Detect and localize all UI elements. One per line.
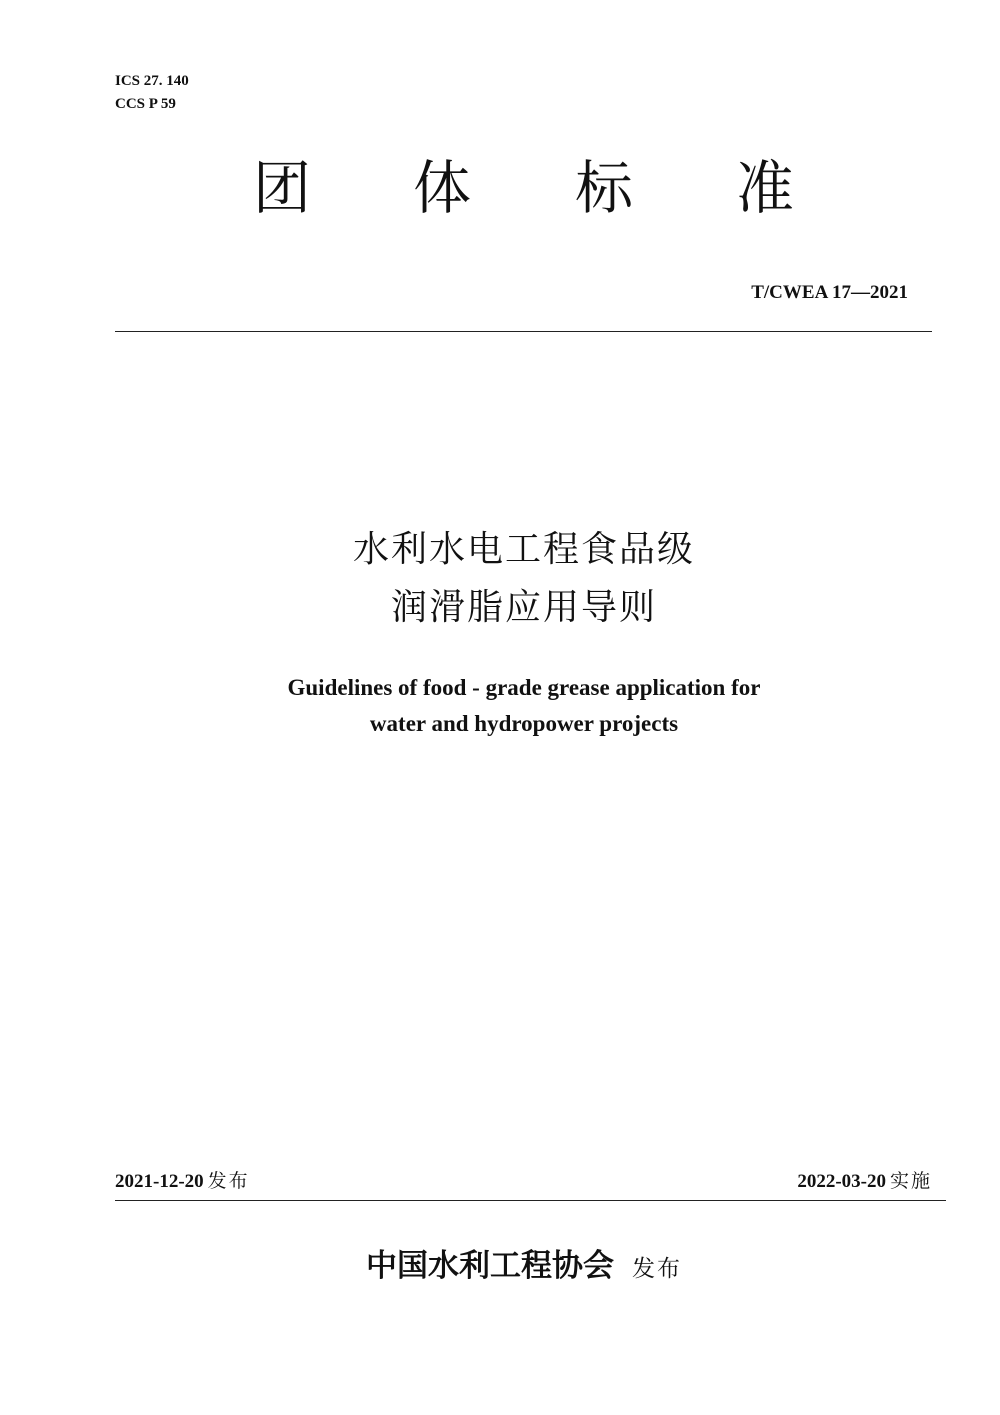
title-char-1: 团 bbox=[252, 154, 311, 222]
document-type-title bbox=[0, 148, 1000, 228]
issue-date-block bbox=[115, 1166, 250, 1193]
ics-code: ICS 27. 140 bbox=[115, 73, 189, 89]
classification-codes bbox=[115, 70, 189, 116]
implement-date-block bbox=[797, 1166, 932, 1193]
bottom-divider bbox=[115, 1200, 946, 1201]
implement-date: 2022-03-20 bbox=[797, 1171, 886, 1192]
publisher-label: 发布 bbox=[632, 1256, 682, 1282]
title-cn-line2: 润滑脂应用导则 bbox=[390, 587, 657, 628]
standard-number: T/CWEA 17—2021 bbox=[751, 282, 908, 303]
issue-date: 2021-12-20 bbox=[115, 1171, 204, 1192]
publisher-name: 中国水利工程协会 bbox=[366, 1248, 614, 1284]
title-char-2: 体 bbox=[412, 154, 471, 222]
title-cn-line1: 水利水电工程食品级 bbox=[352, 529, 695, 570]
title-char-4: 准 bbox=[735, 154, 794, 222]
implement-label: 实施 bbox=[889, 1170, 932, 1192]
ccs-code: CCS P 59 bbox=[115, 96, 176, 112]
title-en-line1: Guidelines of food - grade grease application for bbox=[287, 675, 761, 700]
title-char-3: 标 bbox=[574, 154, 633, 222]
issue-label: 发布 bbox=[207, 1170, 250, 1192]
publisher-block bbox=[0, 1240, 1000, 1285]
title-en-line2: water and hydropower projects bbox=[369, 711, 679, 736]
top-divider bbox=[115, 331, 932, 332]
